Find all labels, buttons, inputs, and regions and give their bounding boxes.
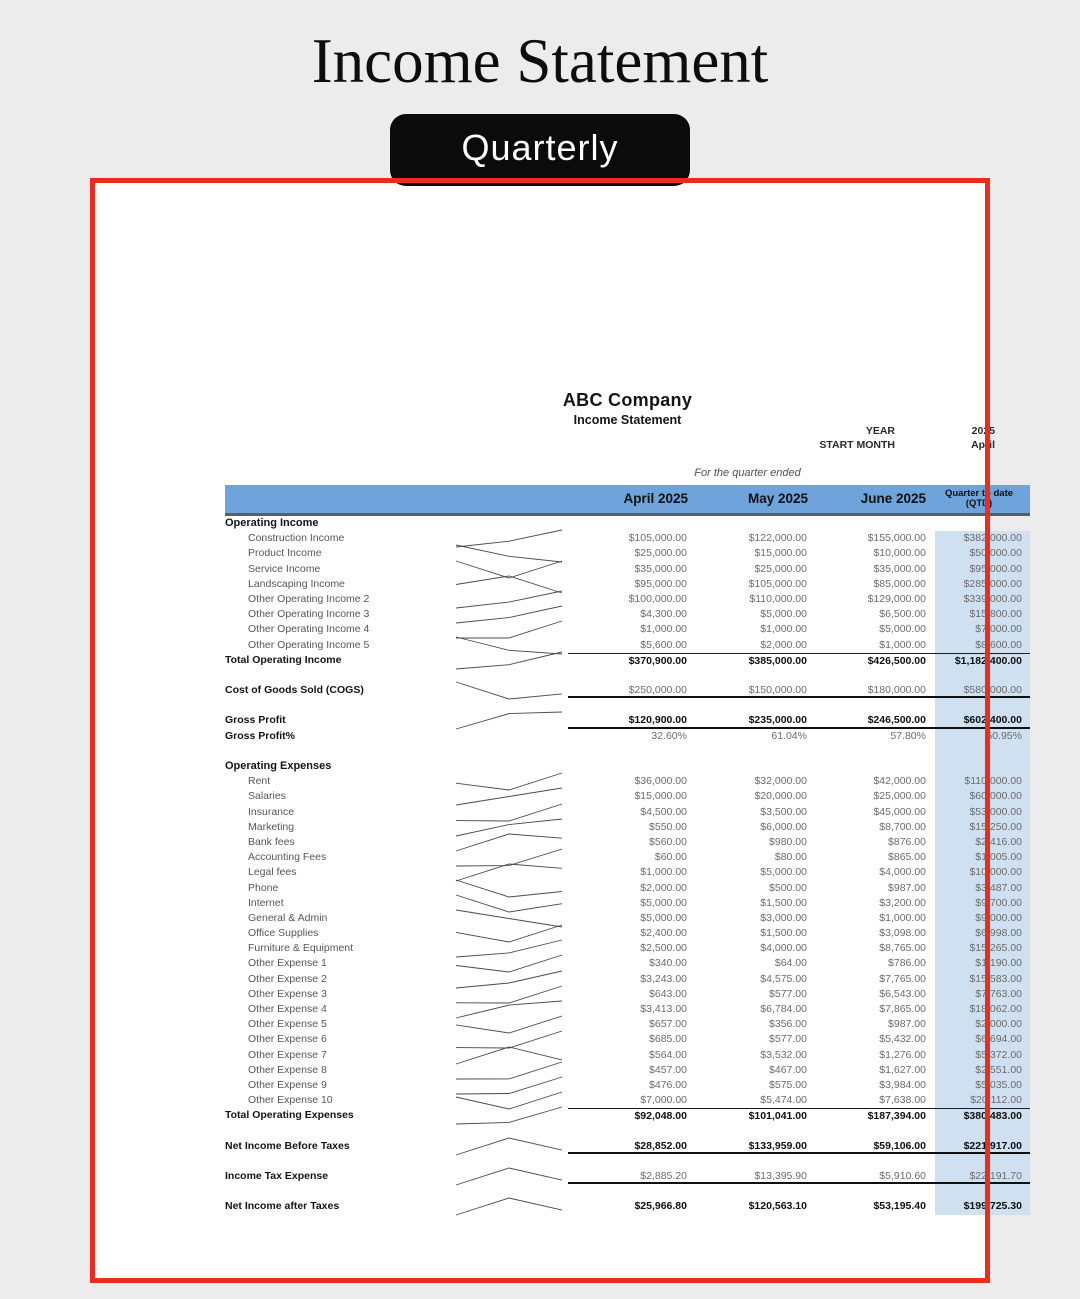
cell-qtd: $5,035.00 (928, 1078, 1030, 1093)
cell-qtd: $199,725.30 (928, 1199, 1030, 1214)
cell-june: $987.00 (888, 881, 926, 894)
cell-june: $7,865.00 (879, 1003, 926, 1015)
row-label: Insurance (248, 805, 295, 818)
row-label: Marketing (248, 820, 295, 833)
cell-qtd: $221,917.00 (928, 1139, 1030, 1154)
row-label: Other Operating Income 2 (248, 592, 370, 605)
cell-qtd: $22,191.70 (928, 1169, 1030, 1184)
row-label: Total Operating Income (225, 653, 342, 666)
cell-april: $3,413.00 (640, 1003, 687, 1015)
cell-june: $1,627.00 (879, 1063, 926, 1076)
cell-april: $15,000.00 (634, 790, 687, 803)
start-month-value: April (971, 439, 995, 451)
cell-april: $2,885.20 (568, 1169, 690, 1184)
cell-april: $457.00 (649, 1063, 687, 1076)
cell-qtd: $382,000.00 (928, 531, 1030, 546)
cell-qtd: 50.95% (928, 729, 1030, 744)
row-label: Rent (248, 775, 271, 788)
cell-may: $6,000.00 (760, 820, 807, 833)
cell-may: $356.00 (769, 1018, 807, 1031)
cell-qtd: $339,000.00 (928, 592, 1030, 607)
cell-april: $3,243.00 (640, 972, 687, 985)
cell-qtd: $20,112.00 (928, 1093, 1030, 1108)
cell-april: $5,600.00 (640, 638, 687, 651)
cell-june: $426,500.00 (810, 653, 928, 668)
cell-may: $3,500.00 (760, 805, 807, 818)
cell-april: $35,000.00 (634, 562, 687, 575)
cell-may: $150,000.00 (690, 683, 810, 698)
header-april: April 2025 (623, 491, 688, 506)
row-label: Cost of Goods Sold (COGS) (225, 684, 364, 697)
cell-qtd: $8,600.00 (928, 638, 1030, 653)
row-label: Other Operating Income 5 (248, 638, 370, 651)
cell-qtd: $3,487.00 (928, 881, 1030, 896)
start-month-label: START MONTH (819, 439, 895, 451)
cell-qtd: $50,000.00 (928, 546, 1030, 561)
cell-april: $340.00 (649, 957, 687, 970)
cell-qtd: $10,000.00 (928, 865, 1030, 880)
cell-april: $100,000.00 (628, 592, 687, 605)
cell-may: 61.04% (771, 729, 807, 742)
cell-may: $2,000.00 (760, 638, 807, 651)
row-label: Product Income (248, 547, 322, 560)
row-label: Other Expense 7 (248, 1048, 327, 1061)
cell-june: $3,098.00 (879, 927, 926, 940)
cell-may: $4,575.00 (760, 972, 807, 985)
cell-may: $385,000.00 (690, 653, 810, 668)
cell-may: $32,000.00 (754, 775, 807, 788)
cell-april: 32.60% (651, 729, 687, 742)
cell-june: $10,000.00 (873, 547, 926, 560)
red-frame (90, 178, 990, 1283)
cell-april: $25,966.80 (634, 1200, 687, 1213)
cell-may: $980.00 (769, 835, 807, 848)
cell-april: $120,900.00 (568, 713, 690, 728)
cell-may: $500.00 (769, 881, 807, 894)
header-may: May 2025 (747, 491, 808, 506)
cell-june: $3,984.00 (879, 1078, 926, 1091)
cell-qtd: $2,000.00 (928, 1017, 1030, 1032)
cell-june: $7,638.00 (879, 1094, 926, 1107)
cell-may: $120,563.10 (748, 1200, 807, 1213)
cell-qtd: $2,551.00 (928, 1063, 1030, 1078)
cell-may: $80.00 (774, 851, 807, 864)
cell-june: $246,500.00 (810, 713, 928, 728)
cell-june: $180,000.00 (810, 683, 928, 698)
cell-april: $95,000.00 (634, 577, 687, 590)
cell-may: $1,000.00 (760, 623, 807, 636)
cell-june: $5,910.60 (810, 1169, 928, 1184)
row-label: Total Operating Expenses (225, 1109, 354, 1122)
cell-june: $987.00 (888, 1018, 926, 1031)
row-label: Other Expense 2 (248, 972, 327, 985)
row-label: Legal fees (248, 866, 297, 879)
cell-april: $560.00 (649, 835, 687, 848)
cell-april: $250,000.00 (568, 683, 690, 698)
cell-june: $5,000.00 (879, 623, 926, 636)
cell-qtd: $1,005.00 (928, 850, 1030, 865)
cell-qtd: $9,000.00 (928, 911, 1030, 926)
cell-may: $105,000.00 (748, 577, 807, 590)
cell-june: $25,000.00 (873, 790, 926, 803)
cell-april: $564.00 (649, 1048, 687, 1061)
cell-qtd: $380,483.00 (928, 1108, 1030, 1123)
cell-qtd: $15,800.00 (928, 607, 1030, 622)
cell-may: $20,000.00 (754, 790, 807, 803)
cell-june: $6,543.00 (879, 987, 926, 1000)
cell-may: $3,000.00 (760, 911, 807, 924)
cell-qtd: $15,265.00 (928, 941, 1030, 956)
cell-qtd: $9,700.00 (928, 896, 1030, 911)
cell-may: $577.00 (769, 987, 807, 1000)
header-qtd-line1: Quarter to date (944, 487, 1014, 499)
cell-april: $657.00 (649, 1018, 687, 1031)
cell-april: $1,000.00 (640, 866, 687, 879)
row-label: Gross Profit% (225, 729, 296, 742)
cell-june: $187,394.00 (810, 1108, 928, 1123)
cell-april: $643.00 (649, 987, 687, 1000)
cell-may: $577.00 (769, 1033, 807, 1046)
cell-june: $129,000.00 (867, 592, 926, 605)
cell-june: $1,000.00 (879, 911, 926, 924)
cell-june: $865.00 (888, 851, 926, 864)
row-label: Construction Income (248, 532, 345, 545)
cell-may: $15,000.00 (754, 547, 807, 560)
cell-june: $45,000.00 (873, 805, 926, 818)
cell-qtd: $6,694.00 (928, 1032, 1030, 1047)
cell-qtd: $53,000.00 (928, 805, 1030, 820)
cell-may: $5,474.00 (760, 1094, 807, 1107)
row-label: Other Operating Income 4 (248, 623, 370, 636)
sheet-subtitle: Income Statement (573, 413, 682, 427)
row-label: Other Expense 3 (248, 987, 327, 1000)
row-label: Operating Income (225, 517, 319, 529)
row-label: Net Income Before Taxes (225, 1139, 350, 1152)
cell-qtd: $110,000.00 (928, 774, 1030, 789)
cell-april: $28,852.00 (568, 1139, 690, 1154)
row-label: Office Supplies (248, 927, 319, 940)
row-label: Accounting Fees (248, 851, 327, 864)
cell-june: $8,700.00 (879, 820, 926, 833)
cell-may: $1,500.00 (760, 896, 807, 909)
cell-qtd: $18,062.00 (928, 1002, 1030, 1017)
row-label: Salaries (248, 790, 286, 803)
row-label: Phone (248, 881, 279, 894)
cell-qtd: $60,000.00 (928, 789, 1030, 804)
row-label: Operating Expenses (225, 760, 332, 772)
cell-may: $64.00 (774, 957, 807, 970)
row-label: Other Operating Income 3 (248, 608, 370, 621)
cell-may: $110,000.00 (749, 592, 807, 605)
cell-may: $3,532.00 (760, 1048, 807, 1061)
cell-april: $370,900.00 (568, 653, 690, 668)
cell-april: $36,000.00 (634, 775, 687, 788)
cell-april: $5,000.00 (640, 896, 687, 909)
row-label: Internet (248, 896, 284, 909)
quarterly-badge-label: Quarterly (461, 127, 619, 168)
cell-april: $60.00 (654, 851, 687, 864)
cell-april: $2,400.00 (640, 927, 687, 940)
cell-may: $101,041.00 (690, 1108, 810, 1123)
row-label: Bank fees (248, 835, 295, 848)
cell-qtd: $15,250.00 (928, 820, 1030, 835)
row-label: General & Admin (248, 911, 328, 924)
cell-qtd: $580,000.00 (928, 683, 1030, 698)
cell-june: $53,195.40 (873, 1200, 926, 1213)
cell-june: $59,106.00 (810, 1139, 928, 1154)
cell-may: $5,000.00 (760, 608, 807, 621)
cell-june: $786.00 (888, 957, 926, 970)
cell-june: $42,000.00 (873, 775, 926, 788)
company-name: ABC Company (562, 390, 693, 410)
row-label: Gross Profit (225, 714, 286, 727)
cell-qtd: $602,400.00 (928, 713, 1030, 728)
cell-qtd: $6,998.00 (928, 926, 1030, 941)
period-caption: For the quarter ended (694, 467, 801, 479)
cell-may: $122,000.00 (748, 532, 807, 545)
header-qtd-line2: (QTD) (965, 498, 993, 509)
cell-may: $467.00 (769, 1063, 807, 1076)
cell-june: $1,000.00 (879, 638, 926, 651)
cell-april: $105,000.00 (628, 532, 687, 545)
cell-june: $6,500.00 (879, 608, 926, 621)
cell-june: $4,000.00 (879, 866, 926, 879)
cell-qtd: $5,372.00 (928, 1048, 1030, 1063)
row-label: Other Expense 4 (248, 1003, 327, 1015)
row-label: Other Expense 8 (248, 1063, 327, 1076)
cell-may: $6,784.00 (760, 1003, 807, 1015)
row-label: Furniture & Equipment (248, 942, 354, 955)
cell-april: $4,300.00 (640, 608, 687, 621)
row-label: Net Income after Taxes (225, 1200, 340, 1213)
cell-may: $1,500.00 (760, 927, 807, 940)
cell-april: $1,000.00 (640, 623, 687, 636)
row-label: Landscaping Income (248, 577, 345, 590)
cell-june: $7,765.00 (879, 972, 926, 985)
header-june: June 2025 (860, 491, 926, 506)
cell-june: $1,276.00 (879, 1048, 926, 1061)
quarterly-badge (390, 114, 690, 186)
cell-qtd: $1,190.00 (928, 956, 1030, 971)
cell-june: $8,765.00 (879, 942, 926, 955)
row-label: Other Expense 5 (248, 1018, 327, 1031)
year-value: 2025 (971, 425, 995, 437)
cell-april: $7,000.00 (640, 1094, 687, 1107)
cell-may: $25,000.00 (754, 562, 807, 575)
cell-qtd: $15,583.00 (928, 972, 1030, 987)
cell-april: $5,000.00 (640, 911, 687, 924)
cell-may: $13,395.90 (690, 1169, 810, 1184)
row-label: Other Expense 1 (248, 957, 327, 970)
cell-qtd: $285,000.00 (928, 577, 1030, 592)
row-label: Other Expense 9 (248, 1078, 327, 1091)
row-label: Other Expense 10 (248, 1094, 333, 1107)
cell-april: $2,000.00 (640, 881, 687, 894)
cell-qtd: $95,000.00 (928, 562, 1030, 577)
cell-june: $155,000.00 (867, 532, 926, 545)
cell-qtd: $7,000.00 (928, 622, 1030, 637)
cell-june: $3,200.00 (879, 896, 926, 909)
cell-june: $876.00 (888, 835, 926, 848)
cell-april: $25,000.00 (634, 547, 687, 560)
cell-may: $133,959.00 (690, 1139, 810, 1154)
cell-may: $4,000.00 (760, 942, 807, 955)
page-title: Income Statement (311, 26, 769, 96)
year-label: YEAR (865, 425, 895, 437)
cell-qtd: $2,416.00 (928, 835, 1030, 850)
cell-april: $476.00 (649, 1078, 687, 1091)
cell-qtd: $7,763.00 (928, 987, 1030, 1002)
cell-june: $5,432.00 (879, 1033, 926, 1046)
row-label: Other Expense 6 (248, 1033, 327, 1046)
row-label: Service Income (248, 562, 321, 575)
cell-june: $35,000.00 (873, 562, 926, 575)
row-label: Income Tax Expense (225, 1170, 329, 1183)
cell-may: $235,000.00 (690, 713, 810, 728)
cell-april: $4,500.00 (640, 805, 687, 818)
cell-april: $2,500.00 (640, 942, 687, 955)
cell-qtd: $1,182,400.00 (928, 653, 1030, 668)
cell-may: $5,000.00 (760, 866, 807, 879)
cell-june: $85,000.00 (873, 577, 926, 590)
cell-april: $550.00 (649, 820, 687, 833)
cell-may: $575.00 (769, 1078, 807, 1091)
cell-june: 57.80% (890, 729, 926, 742)
cell-april: $92,048.00 (568, 1108, 690, 1123)
cell-april: $685.00 (649, 1033, 687, 1046)
